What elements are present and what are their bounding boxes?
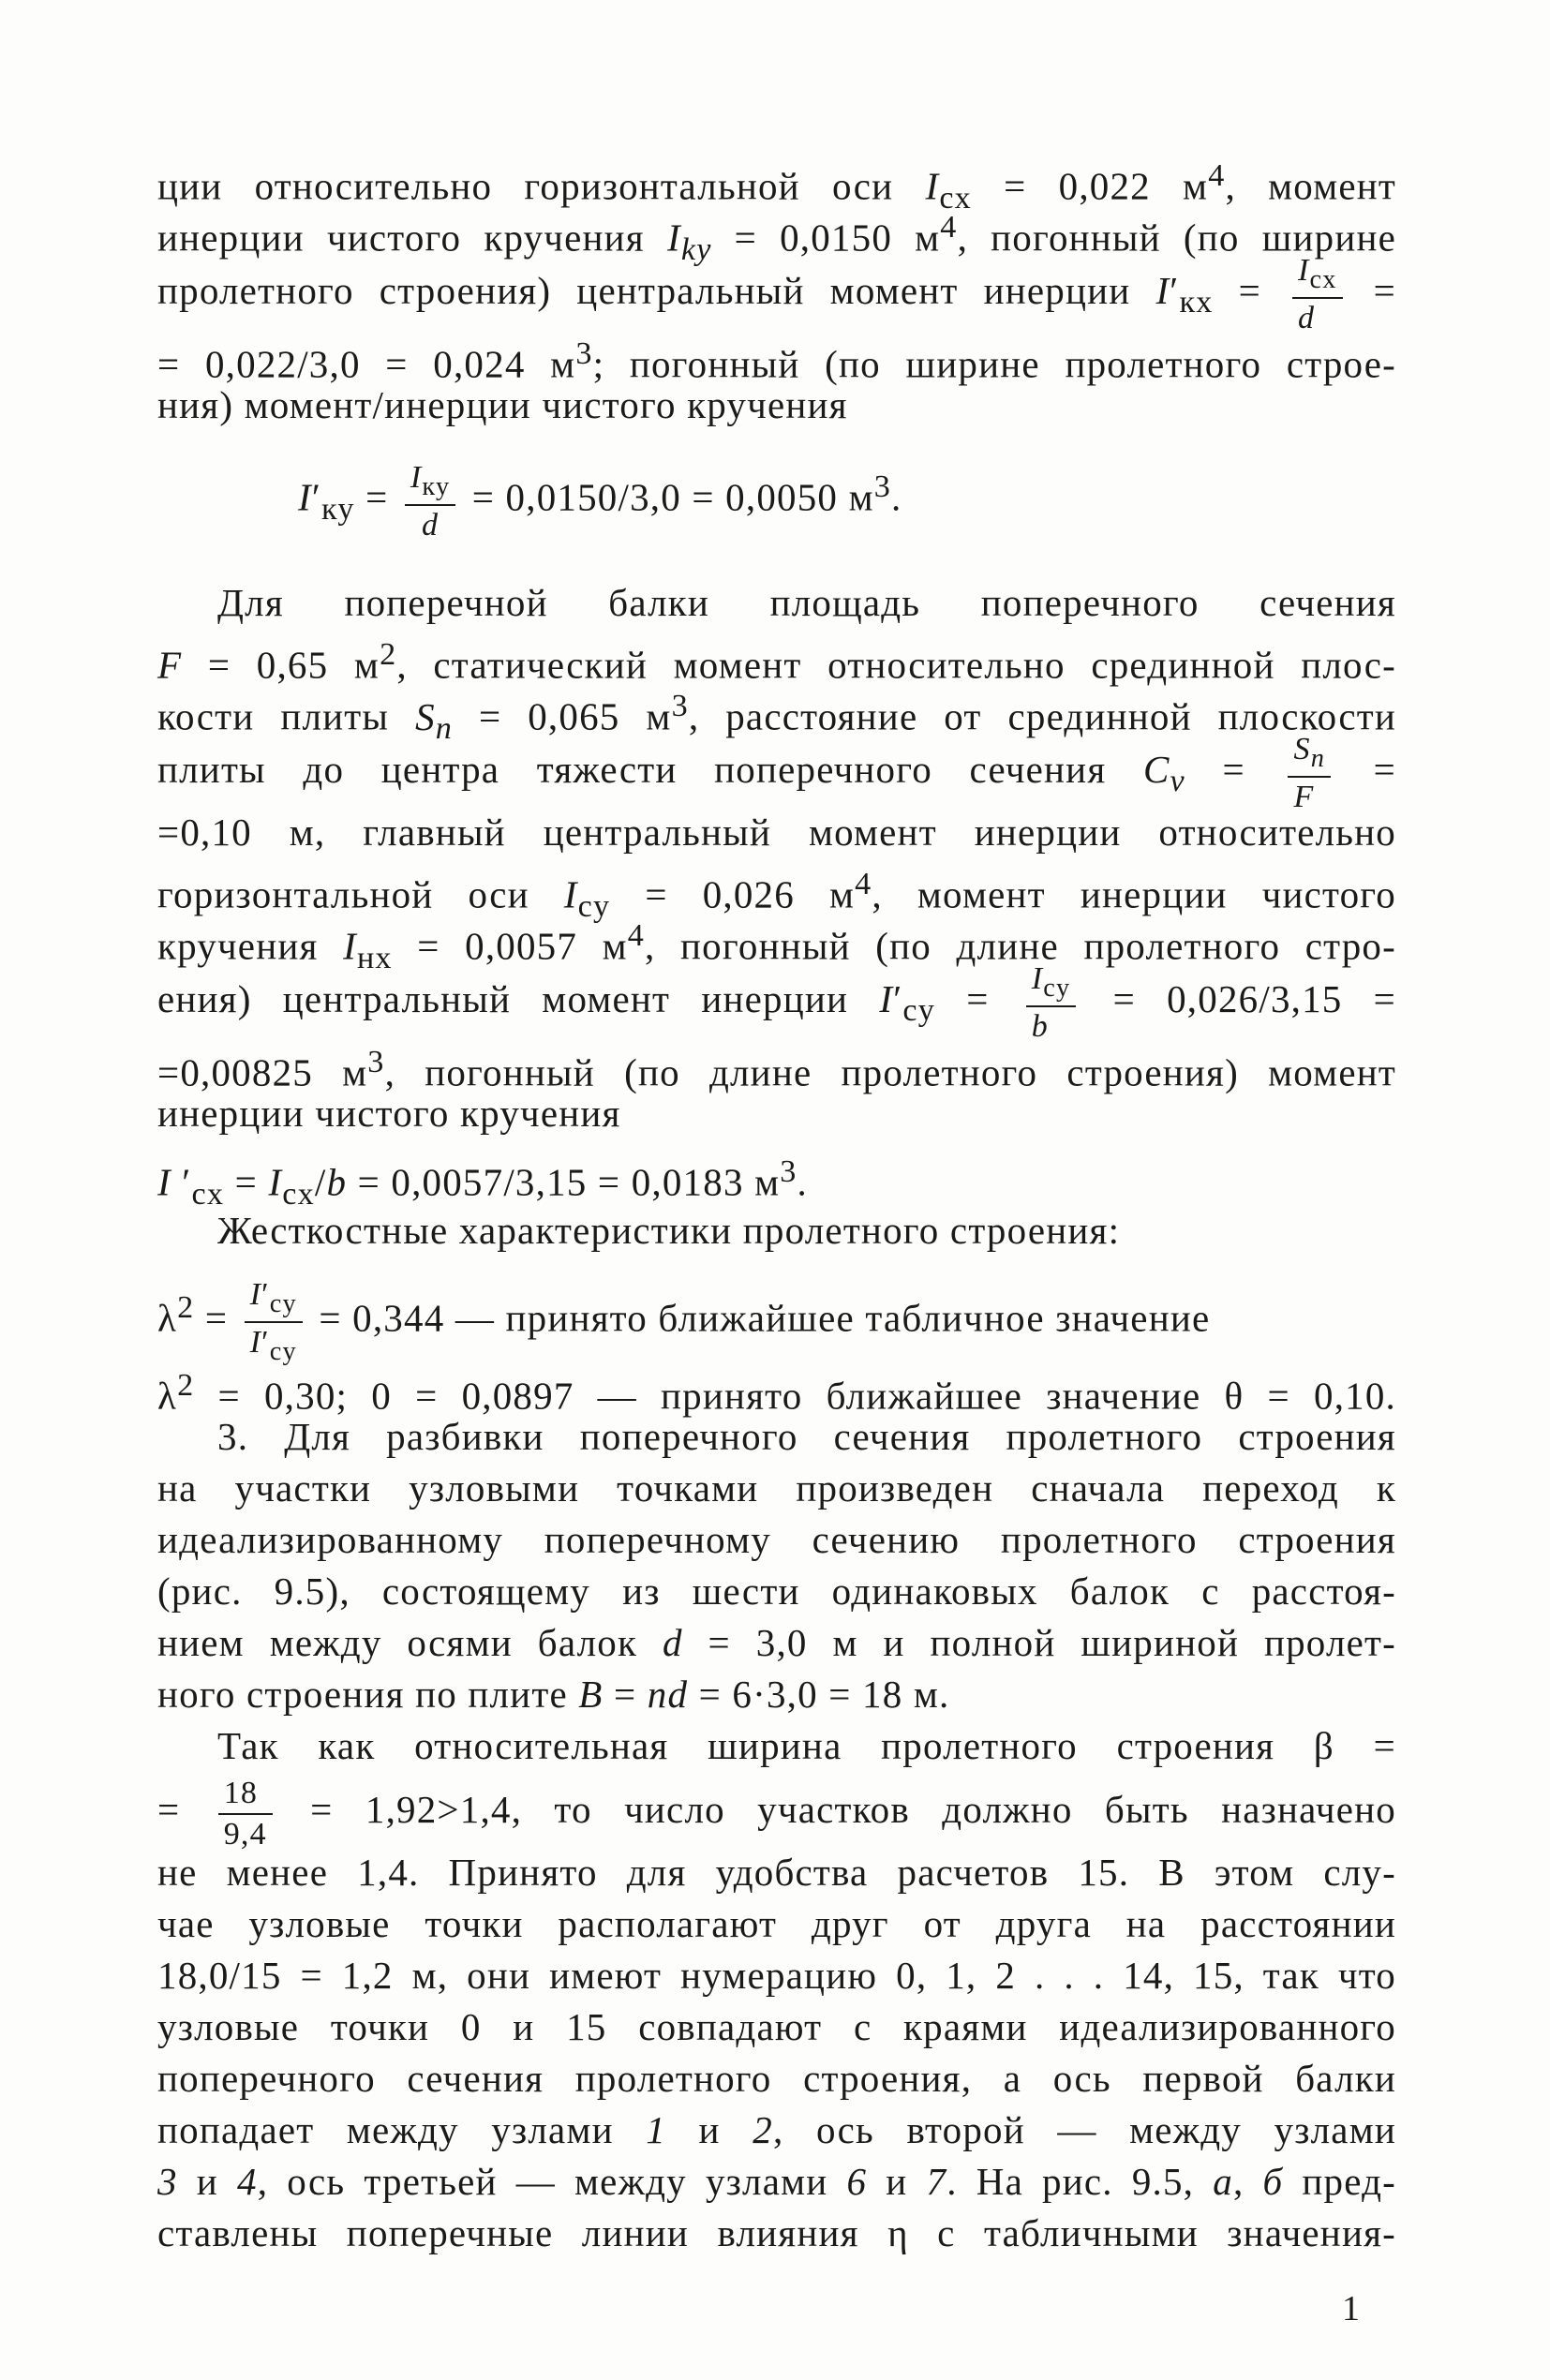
text-line: ения) центральный момент инерции $I'_{cy}$ = $\frac{I_{cy}}{b}$ = 0,026/3,15 = [157,961,1396,1045]
text-line: 18,0/15 = 1,2 м, они имеют нумерацию 0, 1, 2 . . . 14, 15, так что [157,1954,1396,1997]
page-number: 1 [1342,2289,1360,2328]
text-line: ставлены поперечные линии влияния η с табличными значения- [157,2211,1396,2254]
formula: $\lambda^2$ = $\frac{I'_{cy}}{I'_{cy}}$ = 0,344 — принято ближайшее табличное значение [157,1277,1211,1367]
text-line: инерции чистого кручения $I_{ky} = 0,0150$ $м^4$, погонный (по ширине [157,210,1396,267]
text-line: $\lambda^2 = 0,30$; 0 = 0,0897 — принято ближайшее значение θ = 0,10. [157,1368,1396,1418]
text-line: =0,00825 $м^3$, погонный (по длине пролетного строения) момент [157,1045,1396,1094]
text-line: Жесткостные характеристики пролетного строения: [217,1209,1121,1252]
formula: $I'_{ку}$ = $\frac{I_{ку}}{d}$ = 0,0150/3,0 = 0,0050 $м^3$. [298,459,902,543]
text-line: не менее 1,4. Принято для удобства расчетов 15. В этом слу- [157,1851,1396,1894]
text-line: ции относительно горизонтальной оси $I_{cx} = 0,022$ $м^4$, момент [157,158,1396,216]
text-line: горизонтальной оси $I_{cy} = 0,026$ $м^4$, момент инерции чистого [157,867,1396,924]
text-line: F = 0,65 $м^2$, статический момент относительно срединной плос- [157,637,1396,687]
text-line: ного строения по плите B = nd = 6·3,0 = 18 м. [157,1673,950,1716]
text-line: 3 и 4, ось третьей — между узлами 6 и 7. На рис. 9.5, а, б пред- [157,2160,1397,2203]
text-line: = $\frac{18}{9,4}$ = 1,92>1,4, то число участков должно быть назначено [157,1775,1396,1852]
text-line: 3. Для разбивки поперечного сечения пролетного строения [217,1415,1396,1458]
text-line: ния) момент/инерции чистого кручения [157,383,848,426]
text-line: Так как относительная ширина пролетного строения β = [217,1724,1396,1767]
text-line: инерции чистого кручения [157,1092,621,1135]
text-line: чае узловые точки располагают друг от друга на расстоянии [157,1902,1396,1945]
text-line: на участки узловыми точками произведен сначала переход к [157,1466,1396,1510]
text-line: идеализированному поперечному сечению пролетного строения [157,1518,1396,1561]
text-line: пролетного строения) центральный момент инерции $I'_{кх}$ = $\frac{I_{cx}}{d}$ = [157,253,1396,336]
text-line: плиты до центра тяжести поперечного сечения $C_v$ = $\frac{S_n}{F}$ = [157,732,1396,815]
text-line: нием между осями балок d = 3,0 м и полной шириной пролет- [157,1621,1396,1664]
text-line: попадает между узлами 1 и 2, ось второй — между узлами [157,2108,1396,2151]
text-line: Для поперечной балки площадь поперечного сечения [217,581,1396,624]
text-line: = 0,022/3,0 = 0,024 $м^3$; погонный (по ширине пролетного строе- [157,336,1396,386]
text-line: узловые точки 0 и 15 совпадают с краями идеализированного [157,2005,1396,2048]
text-line: (рис. 9.5), состоящему из шести одинаковых балок с расстоя- [157,1569,1396,1613]
text-line: поперечного сечения пролетного строения, а ось первой балки [157,2057,1396,2100]
text-line: кручения $I_{нх} = 0,0057$ $м^4$, погонный (по длине пролетного стро- [157,918,1396,975]
document-page [157,150,1396,2259]
fraction: $\frac{I_{cx}}{d}$ [1292,255,1343,335]
text-line: =0,10 м, главный центральный момент инерции относительно [157,811,1396,854]
text-line: кости плиты $S_n = 0,065$ $м^3$, расстояние от срединной плоскости [157,689,1397,746]
formula: I $'_{cx} = I_{cx}/b = 0,0057/3,15 = 0,0183$ $м^3$. [157,1154,808,1212]
